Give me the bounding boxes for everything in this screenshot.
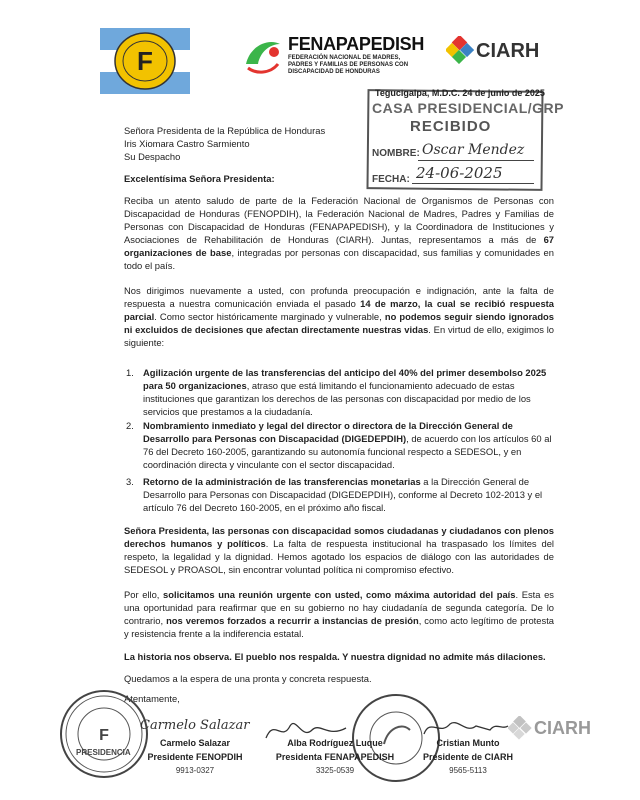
signer-phone: 9913-0327 [175,766,215,775]
paragraph-history: La historia nos observa. El pueblo nos respalda. Y nuestra dignidad no admite más dilaciones. [124,651,546,662]
recipient-line3: Su Despacho [124,151,181,162]
stamp-fecha-value: 24-06-2025 [416,164,503,182]
stamp-fecha-label: FECHA: [372,174,410,185]
list-item: 1. Agilización urgente de las transferencias del anticipo del 40% del primer desembolso 2025 para 50 organizaciones, atraso que está limitando el funcionamiento adecuado de estas instituciones que garantizan los derechos de las personas con discapacidad por medio de los servicios que prestamos a la ciudadanía. [126,367,547,417]
fenapa-title: FENAPAPEDISH [288,34,425,54]
list-item: 3. Retorno de la administración de las transferencias monetarias a la Dirección General de Desarrollo para Personas con Discapacidad (DIGEDEPDIH), conforme al Decreto 102-2013 y el artículo 76 del Decreto 160-2005, en el próximo año fiscal. [126,476,543,513]
paragraph-waiting: Quedamos a la espera de una pronta y concreta respuesta. [124,673,372,684]
fenapa-emblem-icon [240,34,286,80]
stamp-nombre-line [418,160,534,161]
recipient-line2: Iris Xiomara Castro Sarmiento [124,138,250,149]
svg-text:F: F [137,46,153,76]
signer-name: Carmelo Salazar [159,738,231,748]
signature-handwritten: Carmelo Salazar [140,718,250,733]
closing: Atentamente, [124,693,180,704]
signer-phone: 3325-0539 [315,766,355,775]
ciarh-footer-icon [508,716,532,740]
stamp-line1: CASA PRESIDENCIAL/GRP [372,100,565,116]
place-date: Tegucigalpa, M.D.C. 24 de junio de 2025 [375,88,545,98]
paragraph-intro: Reciba un atento saludo de parte de la Federación Nacional de Organismos de Personas con Discapacidad de Honduras (FENOPDIH), la Federación Nacional de Madres, Padres y Familias de Personas con Discapacidad de Honduras (FENAPAPEDISH), y la Coordinadora de Instituciones y Asociaciones de Rehabilitación de Honduras (CIARH). Juntas, representamos a más de 67 organizaciones de base, integradas por personas con discapacidad, sus familias y comunidades en todo el país. [124,195,554,271]
seal-text: PRESIDENCIA [76,748,131,757]
signer-role: Presidente de CIARH [422,752,514,762]
fenopdih-seal [60,690,148,778]
paragraph-rights: Señora Presidenta, las personas con discapacidad somos ciudadanas y ciudadanos con plenos derechos humanos y políticos. La falta de respuesta institucional ha traspasado los límites del respeto, la legalidad y la dignidad. Hemos agotado los espacios de diálogo con las autoridades de SEDESOL y PROASOL, sin encontrar voluntad política ni compromiso efectivo. [124,525,554,575]
salutation: Excelentísima Señora Presidenta: [124,173,275,184]
stamp-nombre-value: Oscar Mendez [422,142,525,158]
stamp-line2: RECIBIDO [410,118,492,135]
signer-role: Presidenta FENAPAPEDISH [275,752,395,762]
signer-name: Alba Rodríguez Luque [287,738,383,748]
signer-phone: 9565-5113 [449,766,487,775]
stamp-nombre-label: NOMBRE: [372,148,420,159]
recipient-line1: Señora Presidenta de la República de Honduras [124,125,326,136]
ciarh-title: CIARH [476,40,540,62]
paragraph-request: Por ello, solicitamos una reunión urgente con usted, como máxima autoridad del país. Esta es una oportunidad para reafirmar que en su gobierno no hay ciudadanía de segunda categoría. De lo contrario, nos veremos forzados a recurrir a instancias de presión, como acto legítimo de protesta y resistencia frente a la indiferencia estatal. [124,589,555,639]
ciarh-emblem-icon [446,36,474,64]
fenopdih-logo [100,28,190,94]
stamp-fecha-line [412,183,534,184]
ciarh-footer-text: CIARH [534,718,591,738]
paragraph-concern: Nos dirigimos nuevamente a usted, con profunda preocupación e indignación, ante la falta de respuesta a nuestra comunicación enviada el pasado 14 de marzo, la cual se recibió respuesta parcial. Como sector históricamente marginado y vulnerable, no podemos seguir siendo ignorados ni excluidos de decisiones que afectan directamente nuestras vidas. En virtud de ello, exigimos lo siguiente: [124,285,554,348]
fenapa-subtitle: FEDERACIÓN NACIONAL DE MADRES, PADRES Y FAMILIAS DE PERSONAS CON DISCAPACIDAD DE HONDURAS [288,55,409,75]
svg-text:F: F [99,727,109,744]
signer-name: Cristian Munto [436,738,500,748]
signer-role: Presidente FENOPDIH [147,752,243,762]
list-item: 2. Nombramiento inmediato y legal del director o directora de la Dirección General de Desarrollo para Personas con Discapacidad (DIGEDEPDIH), de acuerdo con los artículos 60 al 76 del Decreto 160-2005, garantizando su autonomía funcional respecto a SEDESOL, y en coordinación directa y vinculante con el sector discapacidad. [126,420,552,470]
